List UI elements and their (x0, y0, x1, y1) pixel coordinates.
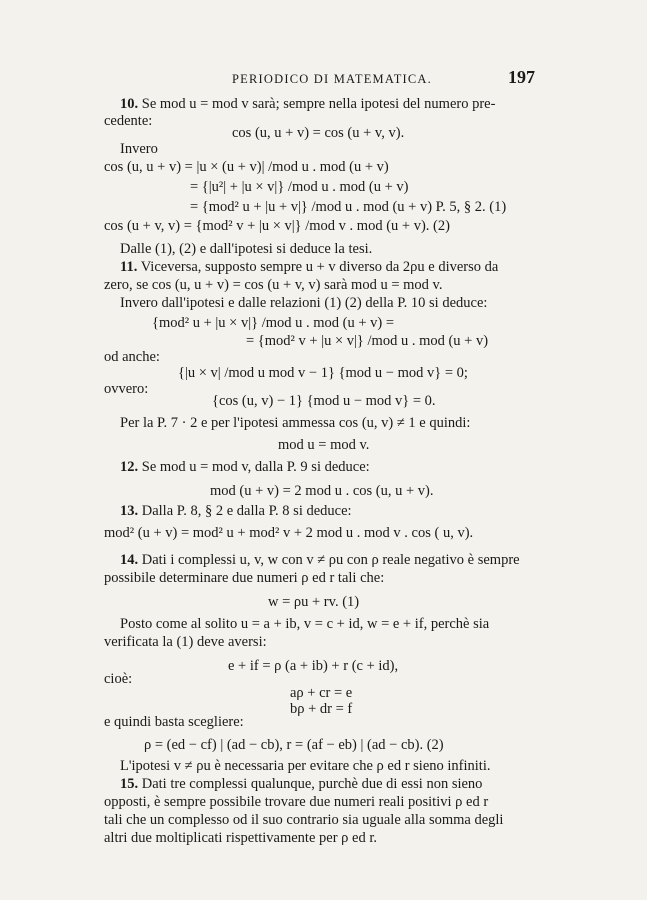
text-line (120, 458, 370, 476)
line-text: w = ρu + rv. (1) (268, 594, 360, 610)
line-text: ρ = (ed − cf) | (ad − cb), r = (af − eb) | (ad − cb). (2) (144, 737, 444, 753)
line-text: cos (u + v, v) = {mod² v + |u × v|} /mod v . mod (u + v). (2) (104, 218, 450, 234)
line-text: {mod² u + |u × v|} /mod u . mod (u + v) = (152, 315, 395, 331)
line-text: = {|u²| + |u × v|} /mod u . mod (u + v) (190, 179, 409, 195)
line-text: mod² (u + v) = mod² u + mod² v + 2 mod u . mod v . cos ( u, v). (104, 525, 474, 541)
line-text: altri due moltiplicati rispettivamente per ρ ed r. (104, 830, 377, 846)
text-line (290, 700, 352, 718)
section-number: 10. (120, 96, 139, 112)
text-line (228, 657, 398, 675)
text-line (190, 198, 506, 216)
line-text: mod u = mod v. (278, 437, 370, 453)
text-line (120, 757, 491, 775)
line-text: zero, se cos (u, u + v) = cos (u + v, v) sarà mod u = mod v. (104, 277, 443, 293)
text-line (120, 294, 487, 312)
text-line (120, 140, 158, 158)
line-text: = {mod² u + |u + v|} /mod u . mod (u + v) P. 5, § 2. (1) (190, 199, 507, 215)
line-text: Se mod u = mod v, dalla P. 9 si deduce: (138, 459, 370, 475)
text-line (268, 593, 359, 611)
line-text: opposti, è sempre possibile trovare due numeri reali positivi ρ ed r (104, 794, 489, 810)
line-text: aρ + cr = e (290, 685, 353, 701)
line-text: Se mod u = mod v sarà; sempre nella ipotesi del numero pre- (138, 96, 496, 112)
line-text: e + if = ρ (a + ib) + r (c + id), (228, 658, 399, 674)
text-line (190, 178, 408, 196)
page-number: 197 (508, 67, 535, 87)
section-number: 12. (120, 459, 139, 475)
line-text: Invero dall'ipotesi e dalle relazioni (1) (2) della P. 10 si deduce: (120, 295, 488, 311)
text-line (120, 615, 489, 633)
line-text: L'ipotesi v ≠ ρu è necessaria per evitare che ρ ed r sieno infiniti. (120, 758, 491, 774)
text-line (120, 258, 498, 276)
line-text: od anche: (104, 349, 160, 365)
text-line (120, 414, 470, 432)
text-line (104, 633, 267, 651)
text-line (212, 392, 436, 410)
line-text: = {mod² v + |u × v|} /mod u . mod (u + v) (246, 333, 489, 349)
text-line (120, 95, 495, 113)
line-text: tali che un complesso od il suo contrario sia uguale alla somma degli (104, 812, 504, 828)
line-text: cos (u, u + v) = cos (u + v, v). (232, 125, 405, 141)
line-text: Dati i complessi u, v, w con v ≠ ρu con ρ reale negativo è sempre (138, 552, 520, 568)
text-line (120, 551, 520, 569)
text-line (104, 811, 503, 829)
text-line (152, 314, 394, 332)
running-header (0, 67, 647, 92)
text-line (120, 240, 372, 258)
text-line (120, 502, 352, 520)
section-number: 11. (120, 259, 138, 275)
line-text: e quindi basta scegliere: (104, 714, 244, 730)
line-text: cedente: (104, 113, 153, 129)
text-line (120, 775, 482, 793)
section-number: 14. (120, 552, 139, 568)
section-number: 13. (120, 503, 139, 519)
line-text: ovvero: (104, 381, 149, 397)
text-line (104, 569, 384, 587)
line-text: Dati tre complessi qualunque, purchè due di essi non sieno (138, 776, 483, 792)
text-line (232, 124, 404, 142)
line-text: cioè: (104, 671, 133, 687)
line-text: cos (u, u + v) = |u × (u + v)| /mod u . mod (u + v) (104, 159, 389, 175)
text-line (278, 436, 369, 454)
text-line (144, 736, 444, 754)
text-line (104, 524, 473, 542)
line-text: Invero (120, 141, 158, 157)
text-line (104, 829, 377, 847)
line-text: bρ + dr = f (290, 701, 353, 717)
line-text: Per la P. 7 · 2 e per l'ipotesi ammessa cos (u, v) ≠ 1 e quindi: (120, 415, 471, 431)
journal-title: PERIODICO DI MATEMATICA. (232, 72, 432, 86)
line-text: Dalle (1), (2) e dall'ipotesi si deduce la tesi. (120, 241, 373, 257)
text-line (246, 332, 488, 350)
text-line (210, 482, 433, 500)
section-number: 15. (120, 776, 139, 792)
text-line (104, 793, 488, 811)
text-line (104, 217, 450, 235)
line-text: mod (u + v) = 2 mod u . cos (u, u + v). (210, 483, 434, 499)
text-line (104, 713, 244, 731)
text-line (104, 670, 132, 688)
line-text: {|u × v| /mod u mod v − 1} {mod u − mod v} = 0; (178, 365, 468, 381)
text-line (104, 276, 442, 294)
line-text: Dalla P. 8, § 2 e dalla P. 8 si deduce: (138, 503, 352, 519)
text-line (104, 348, 160, 366)
line-text: Viceversa, supposto sempre u + v diverso da 2ρu e diverso da (137, 259, 499, 275)
line-text: possibile determinare due numeri ρ ed r tali che: (104, 570, 385, 586)
line-text: Posto come al solito u = a + ib, v = c + id, w = e + if, perchè sia (120, 616, 490, 632)
text-line (104, 158, 389, 176)
line-text: verificata la (1) deve aversi: (104, 634, 267, 650)
text-line (178, 364, 468, 382)
line-text: {cos (u, v) − 1} {mod u − mod v} = 0. (212, 393, 436, 409)
text-line (104, 112, 152, 130)
text-line (104, 380, 148, 398)
